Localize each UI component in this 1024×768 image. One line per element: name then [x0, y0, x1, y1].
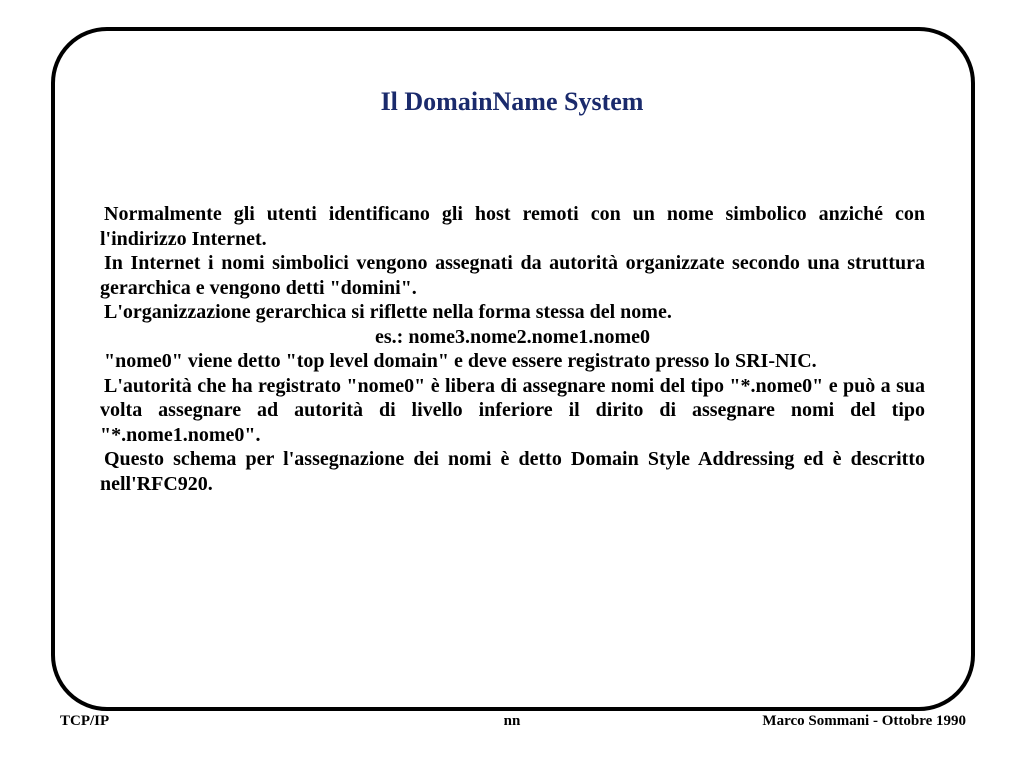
paragraph-example: es.: nome3.nome2.nome1.nome0: [375, 325, 650, 348]
footer-author-date: Marco Sommani - Ottobre 1990: [762, 713, 966, 729]
paragraph-top-level-domain: "nome0" viene detto "top level domain" e deve essere registrato presso lo SRI-NIC.: [104, 350, 817, 372]
slide-body: [100, 202, 925, 496]
paragraph-domain-style-addressing: Questo schema per l'assegnazione dei nomi è detto Domain Style Addressing ed è descritto nell'RFC920.: [100, 448, 925, 495]
paragraph-authority: L'autorità che ha registrato "nome0" è libera di assegnare nomi del tipo "*.nome0" e può a sua volta assegnare ad autorità di livello inferiore il dirito di assegnare nomi del tipo "*.nome1.nome0".: [100, 374, 925, 446]
footer-left-label: TCP/IP: [60, 713, 110, 729]
slide-title: Il DomainName System: [380, 87, 644, 116]
paragraph-domains: In Internet i nomi simbolici vengono assegnati da autorità organizzate secondo una struttura gerarchica e vengono detti "domini".: [100, 252, 925, 299]
paragraph-user-names: Normalmente gli utenti identificano gli host remoti con un nome simbolico anziché con l'indirizzo Internet.: [100, 203, 925, 250]
footer-page-number: nn: [503, 713, 521, 729]
paragraph-hierarchy: L'organizzazione gerarchica si riflette nella forma stessa del nome.: [104, 301, 672, 323]
